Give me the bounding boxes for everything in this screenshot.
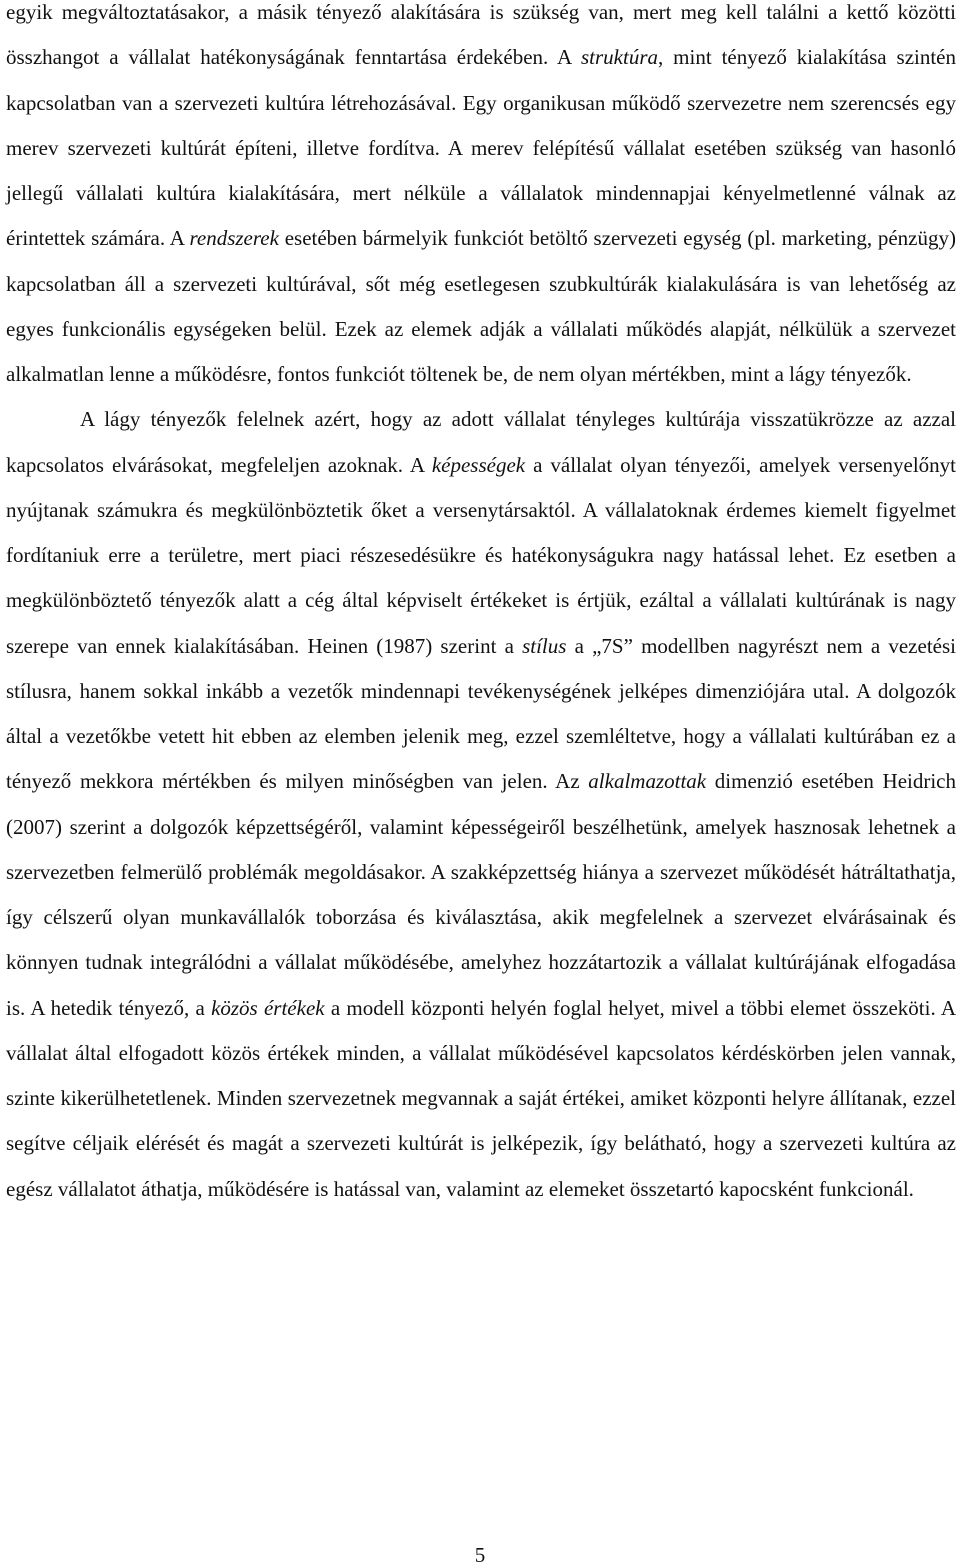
- paragraph-1: [6, 0, 956, 397]
- text-segment: a vállalat olyan tényezői, amelyek versenyelőnyt nyújtanak számukra és megkülönböztetik őket a versenytársaktól. A vállalatoknak érdemes kiemelt figyelmet fordítaniuk erre a területre, mert piaci részesedésükre és hatékonyságukra nagy hatással lehet. Ez esetben a megkülönböztető tényezők alatt a cég által képviselt értékeket is értjük, ezáltal a vállalati kultúrának is nagy szerepe van ennek kialakításában. Heinen (1987) szerint a: [6, 452, 956, 658]
- text-segment: dimenzió esetében Heidrich (2007) szerint a dolgozók képzettségéről, valamint képességeiről beszélhetünk, amelyek hasznosak lehetnek a szervezetben felmerülő problémák megoldásakor. A szakképzettség hiánya a szervezet működését hátráltathatja, így célszerű olyan munkavállalók toborzása és kiválasztása, akik megfelelnek a szervezet elvárásainak és könnyen tudnak integrálódni a vállalat működésébe, amelyhez hozzátartozik a vállalat kultúrájának elfogadása is. A hetedik tényező, a: [6, 769, 956, 1020]
- emphasis-staff: alkalmazottak: [588, 769, 707, 794]
- text-segment: A lágy tényezők felelnek azért, hogy az adott vállalat tényleges kultúrája visszatükrözze az azzal kapcsolatos elvárásokat, megfeleljen azoknak. A: [6, 407, 956, 477]
- emphasis-style: stílus: [522, 633, 567, 658]
- emphasis-skills: képességek: [431, 452, 526, 477]
- text-segment: esetében bármelyik funkciót betöltő szervezeti egység (pl. marketing, pénzügy) kapcsolatban áll a szervezeti kultúrával, sőt még esetlegesen szubkultúrák kialakulására is van lehetőség az egyes funkcionális egységeken belül. Ezek az elemek adják a vállalati működés alapját, nélkülük a szervezet alkalmatlan lenne a működésre, fontos funkciót töltenek be, de nem olyan mértékben, mint a lágy tényezők.: [6, 226, 956, 386]
- document-page: [6, 0, 956, 1212]
- text-segment: a modell központi helyén foglal helyet, mivel a többi elemet összeköti. A vállalat által elfogadott közös értékek minden, a vállalat működésével kapcsolatos kérdéskörben jelen vannak, szinte kikerülhetetlenek. Minden szervezetnek megvannak a saját értékei, amiket központi helyre állítanak, ezzel segítve céljaik elérését és magát a szervezeti kultúrát is jelképezik, így belátható, hogy a szervezeti kultúra az egész vállalatot áthatja, működésére is hatással van, valamint az elemeket összetartó kapocsként funkcionál.: [6, 995, 956, 1201]
- paragraph-2: [6, 397, 956, 1212]
- emphasis-systems: rendszerek: [189, 226, 279, 251]
- page-number: 5: [474, 1543, 486, 1567]
- text-segment: , mint tényező kialakítása szintén kapcsolatban van a szervezeti kultúra létrehozásával. Egy organikusan működő szervezetre nem szerencsés egy merev szervezeti kultúrát építeni, illetve fordítva. A merev felépítésű vállalat esetében szükség van hasonló jellegű vállalati kultúra kialakítására, mert nélküle a vállalatok mindennapjai kényelmetlenné válnak az érintettek számára. A: [6, 45, 957, 251]
- emphasis-shared-values: közös értékek: [211, 995, 325, 1020]
- text-segment: a „7S” modellben nagyrészt nem a vezetési stílusra, hanem sokkal inkább a vezetők mindennapi tevékenységének jelképes dimenziójára utal. A dolgozók által a vezetőkbe vetett hit ebben az elemben jelenik meg, ezzel szemléltetve, hogy a vállalati kultúrában ez a tényező mekkora mértékben és milyen minőségben van jelen. Az: [6, 633, 956, 794]
- emphasis-structure: struktúra: [580, 45, 658, 70]
- text-segment: egyik megváltoztatásakor, a másik tényező alakítására is szükség van, mert meg kell találni a kettő közötti összhangot a vállalat hatékonyságának fenntartása érdekében. A: [6, 0, 956, 70]
